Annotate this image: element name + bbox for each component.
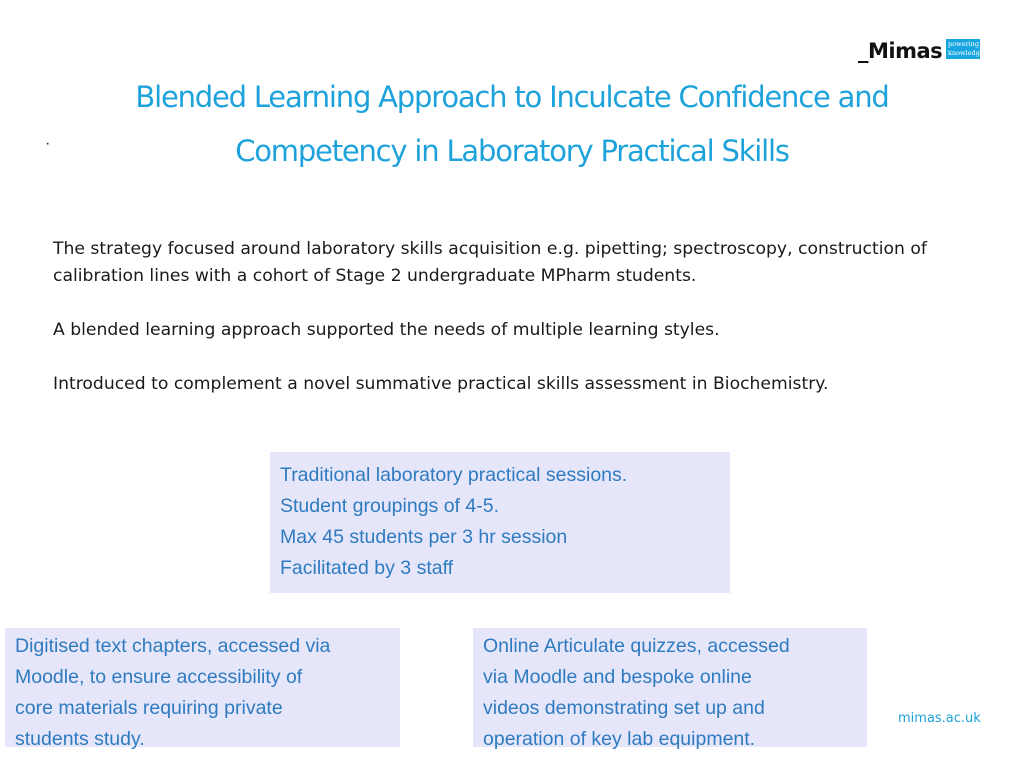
box-line: operation of key lab equipment. (483, 728, 756, 750)
footer-url: mimas.ac.uk (898, 711, 981, 726)
stray-bullet: · (45, 135, 51, 152)
box-line: Digitised text chapters, accessed via (15, 635, 331, 657)
body-paragraph-blended: A blended learning approach supported the needs of multiple learning styles. (53, 320, 720, 340)
box-line: videos demonstrating set up and (483, 697, 765, 719)
box-line: Max 45 students per 3 hr session (280, 526, 568, 548)
slide-title (60, 70, 964, 178)
logo-tagline: powering knowledge (948, 40, 984, 57)
title-line-2: Competency in Laboratory Practical Skills (235, 134, 789, 168)
logo-wordmark: _Mimas (858, 39, 943, 63)
body-paragraph-introduced: Introduced to complement a novel summative practical skills assessment in Biochemistry. (53, 374, 829, 394)
title-line-1: Blended Learning Approach to Inculcate Confidence and (135, 80, 889, 114)
box-line: Facilitated by 3 staff (280, 557, 454, 579)
body-paragraph-strategy: The strategy focused around laboratory skills acquisition e.g. pipetting; spectroscopy, construction of calibration lines with a cohort of Stage 2 undergraduate MPharm students. (53, 239, 927, 286)
box-line: students study. (15, 728, 145, 750)
mimas-logo (858, 38, 983, 64)
box-line: Student groupings of 4-5. (280, 495, 499, 517)
box-line: via Moodle and bespoke online (483, 666, 752, 688)
online-quizzes-box (473, 628, 867, 750)
box-line: Online Articulate quizzes, accessed (483, 635, 790, 657)
slide-body (53, 236, 1003, 425)
box-line: Moodle, to ensure accessibility of (15, 666, 303, 688)
box-line: Traditional laboratory practical sessions. (280, 464, 628, 486)
traditional-sessions-box (270, 452, 730, 593)
box-line: core materials requiring private (15, 697, 283, 719)
digitised-chapters-box (5, 628, 400, 750)
